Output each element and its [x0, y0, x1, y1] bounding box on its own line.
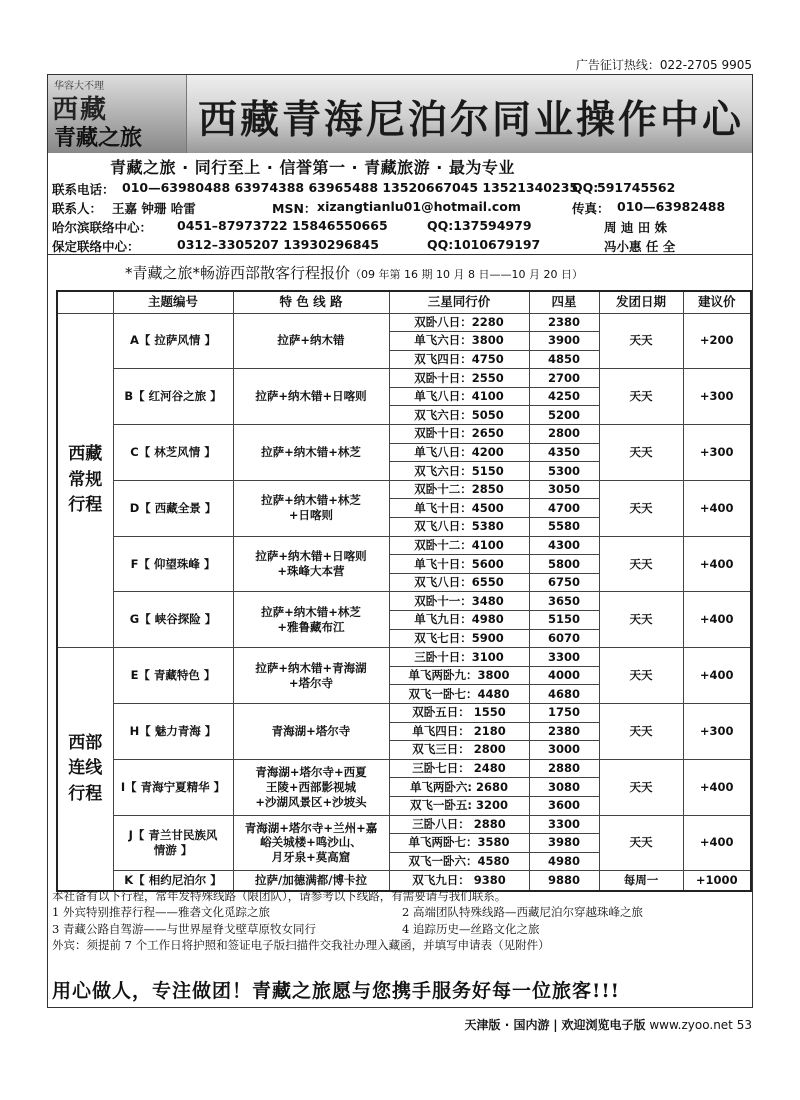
footer-welcome: 欢迎浏览电子版	[561, 1018, 646, 1032]
harbin-names: 周 迪 田 姝	[604, 220, 668, 235]
route-cell: 青海湖+塔尔寺	[233, 703, 389, 759]
four-star-price-cell: 6750	[529, 573, 599, 592]
notes-item-4: 4 追踪历史—丝路文化之旅	[402, 921, 540, 936]
four-star-price-cell: 5200	[529, 406, 599, 425]
four-star-price-cell: 3050	[529, 480, 599, 499]
header-cell: 发团日期	[599, 291, 683, 313]
three-star-price-cell: 双卧十日：2550	[389, 369, 529, 388]
footer	[465, 1016, 752, 1033]
three-star-price-cell: 三卧八日： 2880	[389, 815, 529, 834]
suggested-price-cell: +400	[683, 536, 751, 592]
four-star-price-cell: 3300	[529, 648, 599, 667]
theme-code-cell: J【 青兰甘民族风 情游 】	[113, 815, 233, 871]
category-cell: 西部 连线 行程	[57, 648, 113, 891]
departure-date-cell: 天天	[599, 592, 683, 648]
harbin-label: 哈尔滨联络中心：	[52, 220, 153, 235]
notes-item-3: 3 青藏公路自驾游——与世界屋脊戈壁草原牧女同行	[52, 921, 316, 936]
four-star-price-cell: 9880	[529, 871, 599, 891]
theme-code-cell: A【 拉萨风情 】	[113, 313, 233, 369]
logo-top-text: 西藏	[52, 95, 109, 125]
route-cell: 拉萨+纳木错+林芝	[233, 425, 389, 481]
four-star-price-cell: 4000	[529, 666, 599, 685]
contact-phone-label: 联系电话：	[52, 182, 115, 197]
four-star-price-cell: 4980	[529, 852, 599, 871]
route-cell: 拉萨+纳木错+青海湖 +塔尔寺	[233, 648, 389, 704]
three-star-price-cell: 双飞三日： 2800	[389, 741, 529, 760]
three-star-price-cell: 单飞十日：4500	[389, 499, 529, 518]
three-star-price-cell: 单飞六日：3800	[389, 332, 529, 351]
contact-msn-value: xizangtianlu01@hotmail.com	[317, 199, 521, 214]
four-star-price-cell: 4350	[529, 443, 599, 462]
banner-title: 西藏青海尼泊尔同业操作中心	[198, 97, 745, 143]
theme-code-cell: B【 红河谷之旅 】	[113, 369, 233, 425]
theme-code-cell: K【 相约尼泊尔 】	[113, 871, 233, 891]
contact-qq-label: QQ:	[572, 180, 599, 195]
suggested-price-cell: +200	[683, 313, 751, 369]
logo-small-text: 华容大不理	[54, 81, 104, 92]
three-star-price-cell: 双飞九日： 9380	[389, 871, 529, 891]
three-star-price-cell: 三卧七日： 2480	[389, 759, 529, 778]
three-star-price-cell: 三卧十日：3100	[389, 648, 529, 667]
four-star-price-cell: 4850	[529, 350, 599, 369]
four-star-price-cell: 3980	[529, 834, 599, 853]
contact-msn-label: MSN：	[272, 201, 317, 216]
notes	[52, 888, 752, 954]
four-star-price-cell: 2380	[529, 722, 599, 741]
route-cell: 拉萨+纳木错	[233, 313, 389, 369]
harbin-phone: 0451–87973722 15846550665	[177, 218, 388, 233]
header-cell: 三星同行价	[389, 291, 529, 313]
header-cell: 四星	[529, 291, 599, 313]
three-star-price-cell: 双飞一卧五: 3200	[389, 796, 529, 815]
three-star-price-cell: 单飞两卧七：3580	[389, 834, 529, 853]
three-star-price-cell: 双飞一卧六：4580	[389, 852, 529, 871]
baoding-label: 保定联络中心：	[52, 239, 140, 254]
table-header-row	[57, 291, 751, 313]
four-star-price-cell: 3000	[529, 741, 599, 760]
three-star-price-cell: 双飞八日：5380	[389, 518, 529, 537]
theme-code-cell: H【 魅力青海 】	[113, 703, 233, 759]
four-star-price-cell: 4700	[529, 499, 599, 518]
category-cell: 西藏 常规 行程	[57, 313, 113, 648]
four-star-price-cell: 3600	[529, 796, 599, 815]
table-row	[57, 369, 751, 388]
route-cell: 青海湖+塔尔寺+西夏 王陵+西部影视城 +沙湖风景区+沙坡头	[233, 759, 389, 815]
four-star-price-cell: 5300	[529, 462, 599, 481]
departure-date-cell: 天天	[599, 703, 683, 759]
suggested-price-cell: +1000	[683, 871, 751, 891]
four-star-price-cell: 2380	[529, 313, 599, 332]
baoding-names: 冯小惠 任 全	[604, 239, 676, 254]
three-star-price-cell: 单飞两卧九：3800	[389, 666, 529, 685]
theme-code-cell: E【 青藏特色 】	[113, 648, 233, 704]
departure-date-cell: 天天	[599, 648, 683, 704]
four-star-price-cell: 2880	[529, 759, 599, 778]
theme-code-cell: C【 林芝风情 】	[113, 425, 233, 481]
table-row	[57, 759, 751, 778]
route-cell: 拉萨+纳木错+日喀则 +珠峰大本营	[233, 536, 389, 592]
header-cell: 建议价	[683, 291, 751, 313]
four-star-price-cell: 2800	[529, 425, 599, 444]
route-cell: 拉萨+纳木错+林芝 +雅鲁藏布江	[233, 592, 389, 648]
banner	[48, 75, 752, 153]
three-star-price-cell: 单飞两卧六: 2680	[389, 778, 529, 797]
four-star-price-cell: 4300	[529, 536, 599, 555]
three-star-price-cell: 双飞六日：5150	[389, 462, 529, 481]
four-star-price-cell: 4680	[529, 685, 599, 704]
four-star-price-cell: 5580	[529, 518, 599, 537]
departure-date-cell: 天天	[599, 536, 683, 592]
suggested-price-cell: +400	[683, 759, 751, 815]
subtitle	[125, 262, 583, 283]
departure-date-cell: 天天	[599, 313, 683, 369]
three-star-price-cell: 单飞四日： 2180	[389, 722, 529, 741]
departure-date-cell: 天天	[599, 759, 683, 815]
four-star-price-cell: 3080	[529, 778, 599, 797]
suggested-price-cell: +400	[683, 592, 751, 648]
notes-foreign: 外宾：须提前 7 个工作日将护照和签证电子版扫描件交我社办理入藏函，并填写申请表（见附件）	[52, 938, 550, 953]
three-star-price-cell: 双卧十一：3480	[389, 592, 529, 611]
contact-person-value: 王嘉 钟珊 哈雷	[112, 201, 196, 216]
contact-qq-value: 591745562	[597, 180, 676, 195]
table-row	[57, 480, 751, 499]
route-cell: 拉萨/加德满都/博卡拉	[233, 871, 389, 891]
footer-site: www.zyoo.net	[649, 1018, 733, 1032]
subtitle-period: （09 年第 16 期 10 月 8 日——10 月 20 日）	[350, 268, 583, 281]
price-table	[56, 290, 752, 892]
table-row	[57, 815, 751, 834]
departure-date-cell: 天天	[599, 480, 683, 536]
divider	[48, 254, 752, 255]
ad-hotline: 广告征订热线：022-2705 9905	[575, 58, 752, 72]
departure-date-cell: 每周一	[599, 871, 683, 891]
four-star-price-cell: 2700	[529, 369, 599, 388]
four-star-price-cell: 5150	[529, 611, 599, 630]
theme-code-cell: D【 西藏全景 】	[113, 480, 233, 536]
three-star-price-cell: 双卧五日： 1550	[389, 703, 529, 722]
three-star-price-cell: 双卧十二：4100	[389, 536, 529, 555]
table-row	[57, 425, 751, 444]
table-row	[57, 703, 751, 722]
table-row	[57, 313, 751, 332]
three-star-price-cell: 单飞八日：4100	[389, 387, 529, 406]
contact-fax-label: 传真：	[572, 201, 610, 216]
bottom-slogan: 用心做人，专注做团！青藏之旅愿与您携手服务好每一位旅客!!!	[52, 980, 621, 1002]
contact-phone-value: 010—63980488 63974388 63965488 13520667045 13521340235	[122, 180, 579, 195]
footer-separator: |	[553, 1018, 558, 1032]
harbin-qq: QQ:137594979	[427, 218, 532, 233]
contact-person-label: 联系人：	[52, 201, 103, 216]
three-star-price-cell: 双卧十二：2850	[389, 480, 529, 499]
four-star-price-cell: 6070	[529, 629, 599, 648]
three-star-price-cell: 双飞六日：5050	[389, 406, 529, 425]
four-star-price-cell: 3300	[529, 815, 599, 834]
theme-code-cell: G【 峡谷探险 】	[113, 592, 233, 648]
footer-page: 53	[736, 1018, 752, 1032]
three-star-price-cell: 双飞四日：4750	[389, 350, 529, 369]
theme-code-cell: F【 仰望珠峰 】	[113, 536, 233, 592]
three-star-price-cell: 双卧八日：2280	[389, 313, 529, 332]
suggested-price-cell: +400	[683, 815, 751, 871]
suggested-price-cell: +400	[683, 648, 751, 704]
route-cell: 青海湖+塔尔寺+兰州+嘉 峪关城楼+鸣沙山、 月牙泉+莫高窟	[233, 815, 389, 871]
contact-fax-value: 010—63982488	[617, 199, 726, 214]
departure-date-cell: 天天	[599, 425, 683, 481]
four-star-price-cell: 4250	[529, 387, 599, 406]
three-star-price-cell: 单飞十日：5600	[389, 555, 529, 574]
baoding-qq: QQ:1010679197	[427, 237, 541, 252]
table-row	[57, 648, 751, 667]
suggested-price-cell: +400	[683, 480, 751, 536]
four-star-price-cell: 5800	[529, 555, 599, 574]
brand-logo	[48, 75, 187, 153]
route-cell: 拉萨+纳木错+林芝 +日喀则	[233, 480, 389, 536]
logo-bottom-text: 青藏之旅	[54, 125, 143, 151]
three-star-price-cell: 单飞八日：4200	[389, 443, 529, 462]
slogan: 青藏之旅 · 同行至上 · 信誉第一 · 青藏旅游 · 最为专业	[110, 158, 515, 177]
four-star-price-cell: 3900	[529, 332, 599, 351]
four-star-price-cell: 1750	[529, 703, 599, 722]
suggested-price-cell: +300	[683, 425, 751, 481]
header-cell: 特 色 线 路	[233, 291, 389, 313]
notes-intro: 本社备有以下行程，常年发特殊线路（限团队），请参考以下线路，有需要请与我们联系。	[52, 889, 507, 903]
three-star-price-cell: 单飞九日：4980	[389, 611, 529, 630]
three-star-price-cell: 双飞八日：6550	[389, 573, 529, 592]
four-star-price-cell: 3650	[529, 592, 599, 611]
header-cell: 主题编号	[113, 291, 233, 313]
footer-edition: 天津版 · 国内游	[464, 1018, 550, 1032]
route-cell: 拉萨+纳木错+日喀则	[233, 369, 389, 425]
baoding-phone: 0312–3305207 13930296845	[177, 237, 379, 252]
subtitle-main: *青藏之旅*畅游西部散客行程报价	[125, 264, 351, 282]
table-row	[57, 592, 751, 611]
notes-item-2: 2 高端团队特殊线路—西藏尼泊尔穿越珠峰之旅	[402, 905, 643, 920]
departure-date-cell: 天天	[599, 369, 683, 425]
notes-item-1: 1 外宾特别推荐行程——雅砻文化觅踪之旅	[52, 905, 270, 920]
suggested-price-cell: +300	[683, 703, 751, 759]
three-star-price-cell: 双飞七日：5900	[389, 629, 529, 648]
departure-date-cell: 天天	[599, 815, 683, 871]
table-row	[57, 536, 751, 555]
three-star-price-cell: 双卧十日：2650	[389, 425, 529, 444]
theme-code-cell: I【 青海宁夏精华 】	[113, 759, 233, 815]
header-blank	[57, 291, 113, 313]
suggested-price-cell: +300	[683, 369, 751, 425]
three-star-price-cell: 双飞一卧七：4480	[389, 685, 529, 704]
